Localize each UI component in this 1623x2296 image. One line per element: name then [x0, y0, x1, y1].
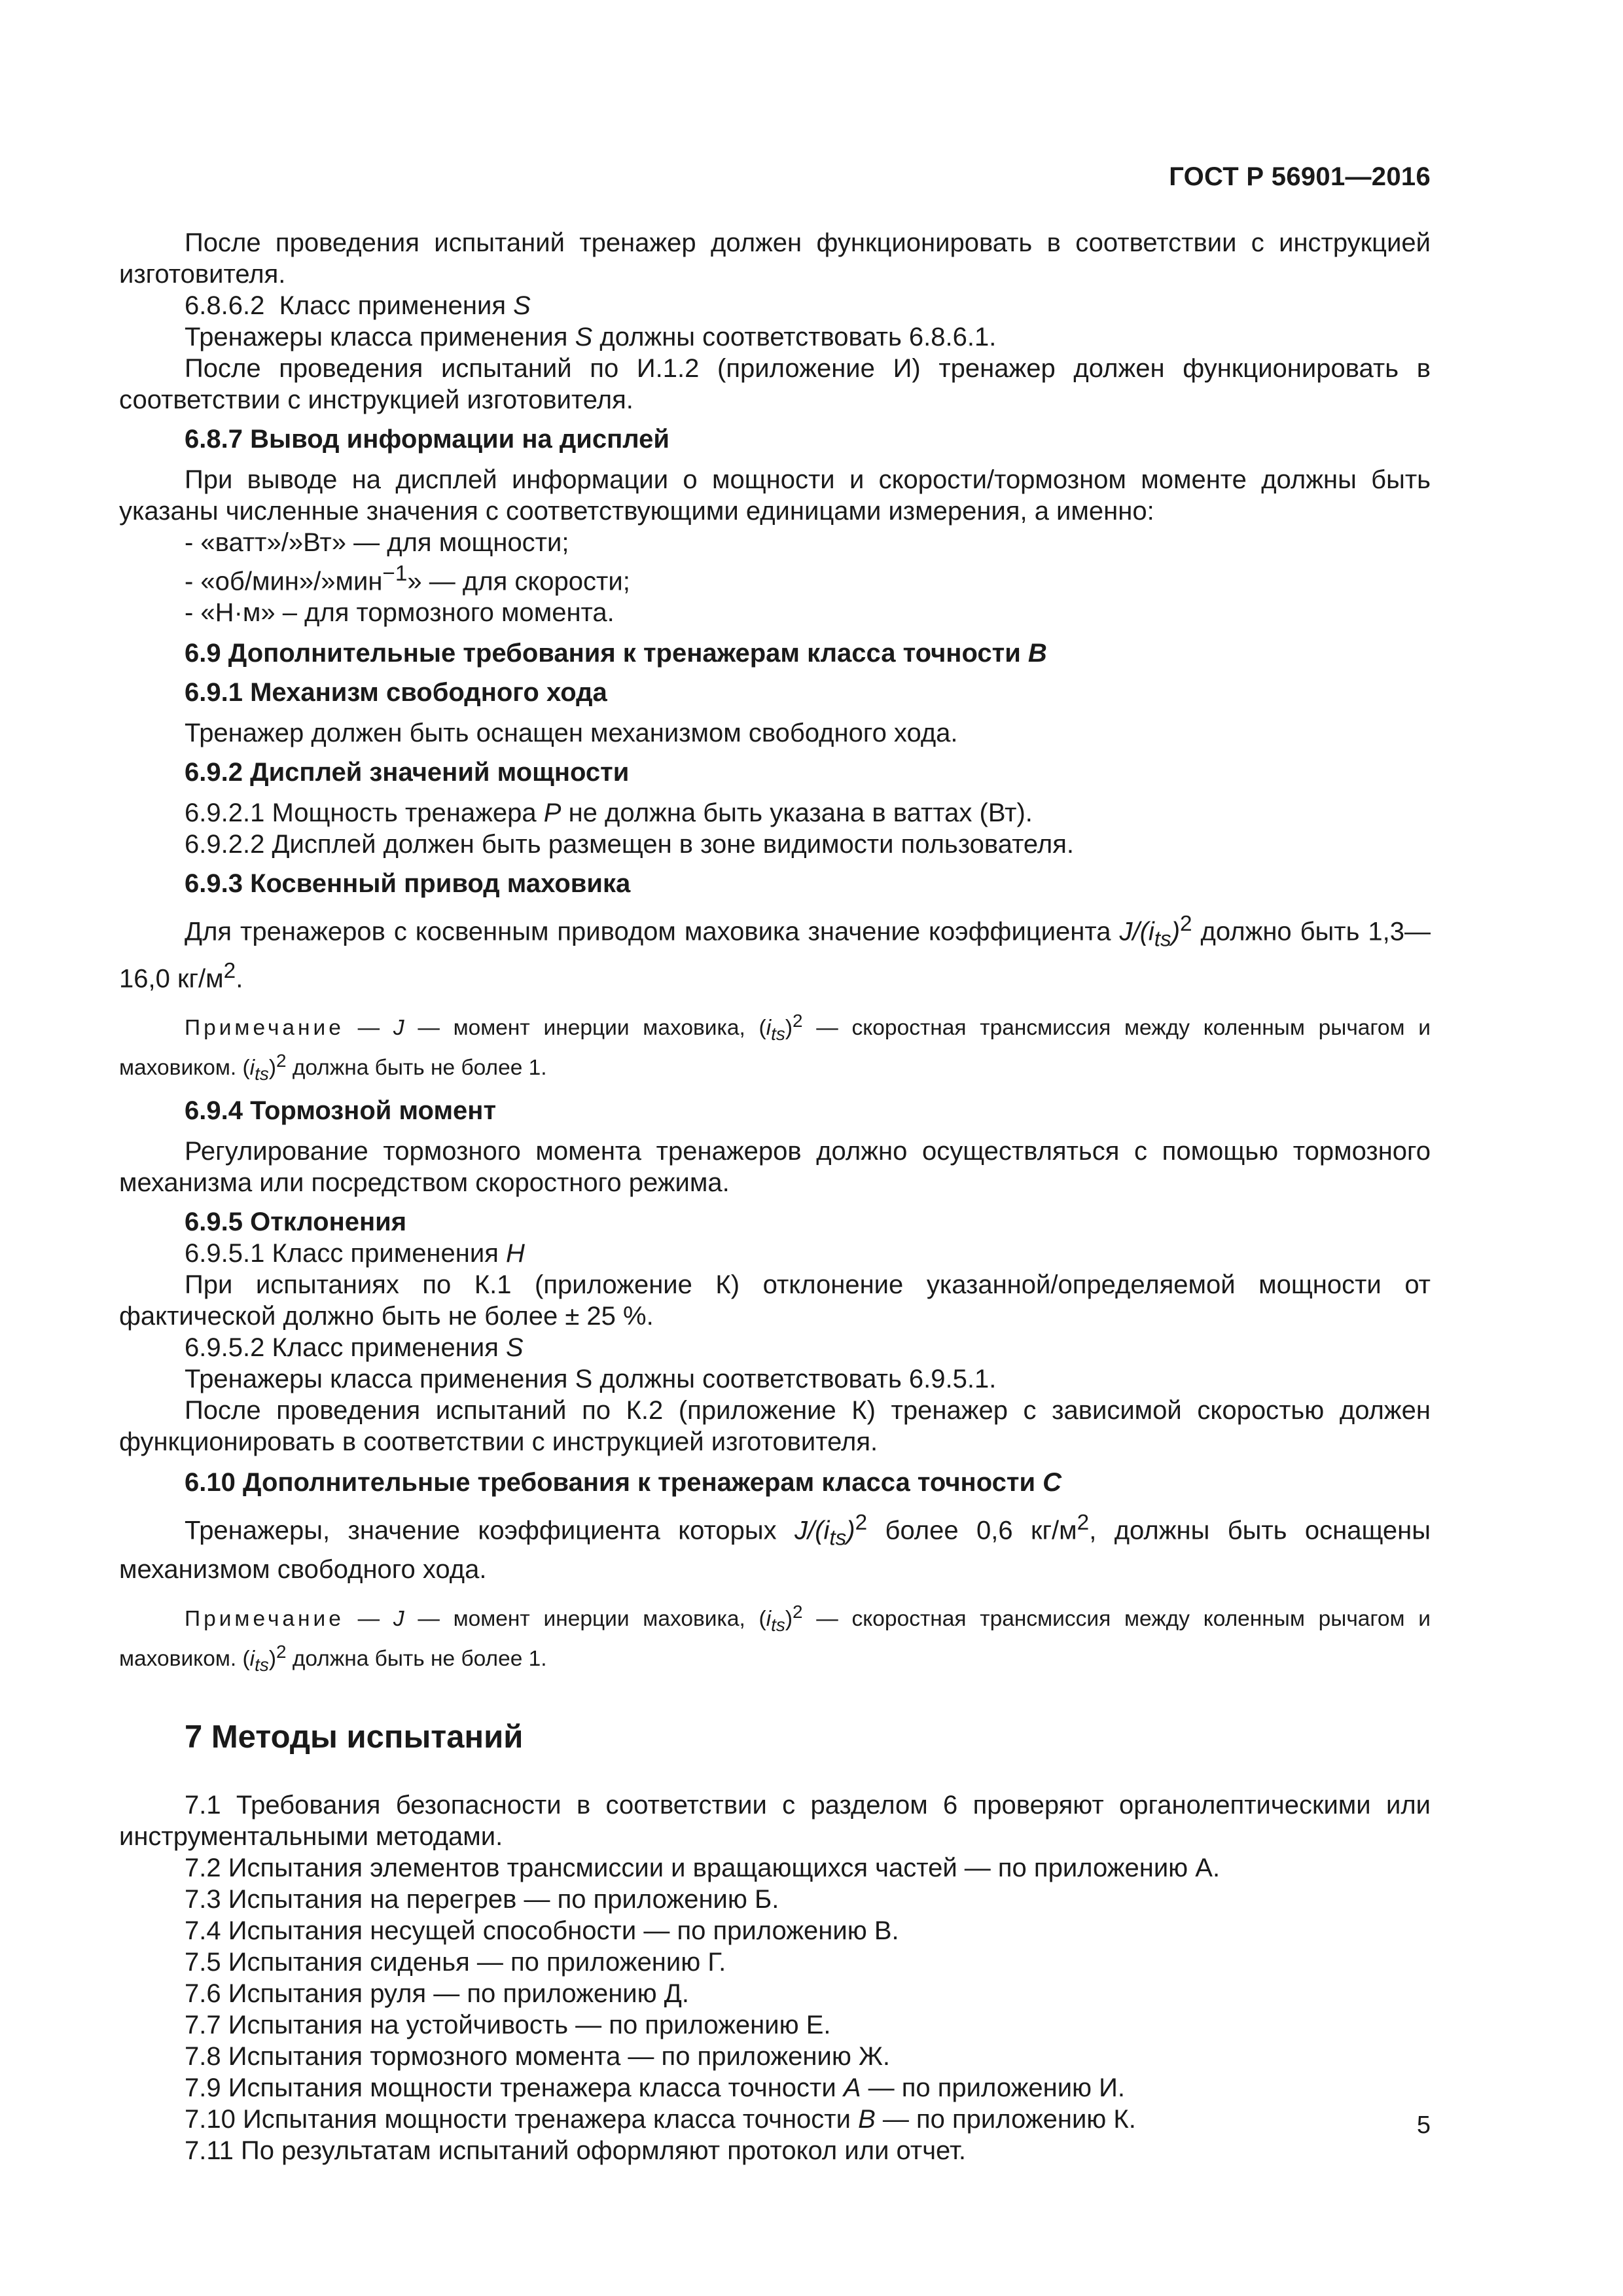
paragraph: Тренажеры класса применения S должны соответствовать 6.9.5.1. [185, 1364, 997, 1393]
list-item: - «ватт»/»Вт» — для мощности; [185, 528, 569, 557]
list-item: 7.6 Испытания руля — по приложению Д. [185, 1979, 689, 2008]
paragraph: Тренажеры класса применения S должны соответствовать 6.8.6.1. [185, 323, 997, 351]
paragraph: Для тренажеров с косвенным приводом маховика значение коэффициента $J/(i_{ts})^2$ должно быть 1,3—16,0 $кг/м^2$. [119, 912, 1431, 993]
document-code-header: ГОСТ Р 56901—2016 [1169, 162, 1431, 191]
page-content [119, 227, 1431, 2166]
list-item: - «Н·м» – для тормозного момента. [185, 598, 615, 628]
list-item: 7.3 Испытания на перегрев — по приложению Б. [185, 1884, 779, 1914]
paragraph: Регулирование тормозного момента тренажеров должно осуществляться с помощью тормозного механизма или посредством скоростного режима. [119, 1136, 1431, 1197]
heading-6-10: 6.10 Дополнительные требования к тренажерам класса точности C [185, 1467, 1062, 1497]
subclause-6-8-6-2: 6.8.6.2 Класс применения S [185, 291, 531, 320]
list-item: 7.9 Испытания мощности тренажера класса точности A — по приложению И. [185, 2073, 1126, 2102]
list-item: 7.8 Испытания тормозного момента — по приложению Ж. [185, 2041, 890, 2071]
paragraph: После проведения испытаний по К.2 (приложение К) тренажер с зависимой скоростью должен функционировать в соответствии с инструкцией изготовителя. [119, 1395, 1431, 1456]
heading-6-8-7: 6.8.7 Вывод информации на дисплей [185, 425, 669, 454]
list-item: 7.7 Испытания на устойчивость — по приложению Е. [185, 2010, 831, 2039]
heading-6-9: 6.9 Дополнительные требования к тренажерам класса точности B [185, 639, 1047, 668]
paragraph: При испытаниях по К.1 (приложение К) отклонение указанной/определяемой мощности от фактической должно быть не более ± 25 %. [119, 1270, 1431, 1331]
page-number: 5 [1416, 2111, 1431, 2139]
heading-6-9-2: 6.9.2 Дисплей значений мощности [185, 758, 630, 787]
heading-6-9-4: 6.9.4 Тормозной момент [185, 1096, 497, 1125]
paragraph: 6.9.2.1 Мощность тренажера P не должна быть указана в ваттах (Вт). [185, 798, 1033, 828]
note: Примечание — J — момент инерции маховика, $(i_{ts})^2$ — скоростная трансмиссия между коленным рычагом и маховиком. $(i_{ts})^2$ должна быть не более 1. [119, 1602, 1431, 1675]
paragraph: 7.1 Требования безопасности в соответствии с разделом 6 проверяют органолептическими или инструментальными методами. [119, 1790, 1431, 1851]
heading-6-9-1: 6.9.1 Механизм свободного хода [185, 678, 607, 708]
paragraph: Тренажеры, значение коэффициента которых $J/(i_{ts})^2$ более 0,6 $кг/м^2$, должны быть оснащены механизмом свободного хода. [119, 1510, 1431, 1584]
paragraph: При выводе на дисплей информации о мощности и скорости/тормозном моменте должны быть указаны численные значения с соответствующими единицами измерения, а именно: [119, 465, 1431, 526]
subclause-6-9-5-2: 6.9.5.2 Класс применения S [185, 1333, 524, 1362]
subclause-6-9-5-1: 6.9.5.1 Класс применения H [185, 1238, 525, 1268]
heading-6-9-3: 6.9.3 Косвенный привод маховика [185, 869, 631, 899]
list-item: 7.2 Испытания элементов трансмиссии и вращающихся частей — по приложению А. [185, 1853, 1221, 1882]
section-7-title: 7 Методы испытаний [185, 1719, 524, 1755]
list-item: 7.5 Испытания сиденья — по приложению Г. [185, 1947, 726, 1977]
heading-6-9-5: 6.9.5 Отклонения [185, 1207, 407, 1236]
paragraph: После проведения испытаний по И.1.2 (приложение И) тренажер должен функционировать в соответствии с инструкцией изготовителя. [119, 354, 1431, 414]
paragraph: Тренажер должен быть оснащен механизмом свободного хода. [185, 719, 958, 748]
list-item: 7.11 По результатам испытаний оформляют протокол или отчет. [185, 2136, 966, 2165]
list-item: 7.4 Испытания несущей способности — по приложению В. [185, 1916, 899, 1945]
note: Примечание — J — момент инерции маховика, $(i_{ts})^2$ — скоростная трансмиссия между коленным рычагом и маховиком. $(i_{ts})^2$ должна быть не более 1. [119, 1010, 1431, 1084]
list-item: 7.10 Испытания мощности тренажера класса точности B — по приложению К. [185, 2104, 1136, 2134]
list-item: - «об/мин»/»мин$^{-1}$» — для скорости; [185, 562, 630, 596]
paragraph: 6.9.2.2 Дисплей должен быть размещен в зоне видимости пользователя. [185, 830, 1074, 859]
paragraph: После проведения испытаний тренажер должен функционировать в соответствии с инструкцией изготовителя. [119, 228, 1431, 289]
